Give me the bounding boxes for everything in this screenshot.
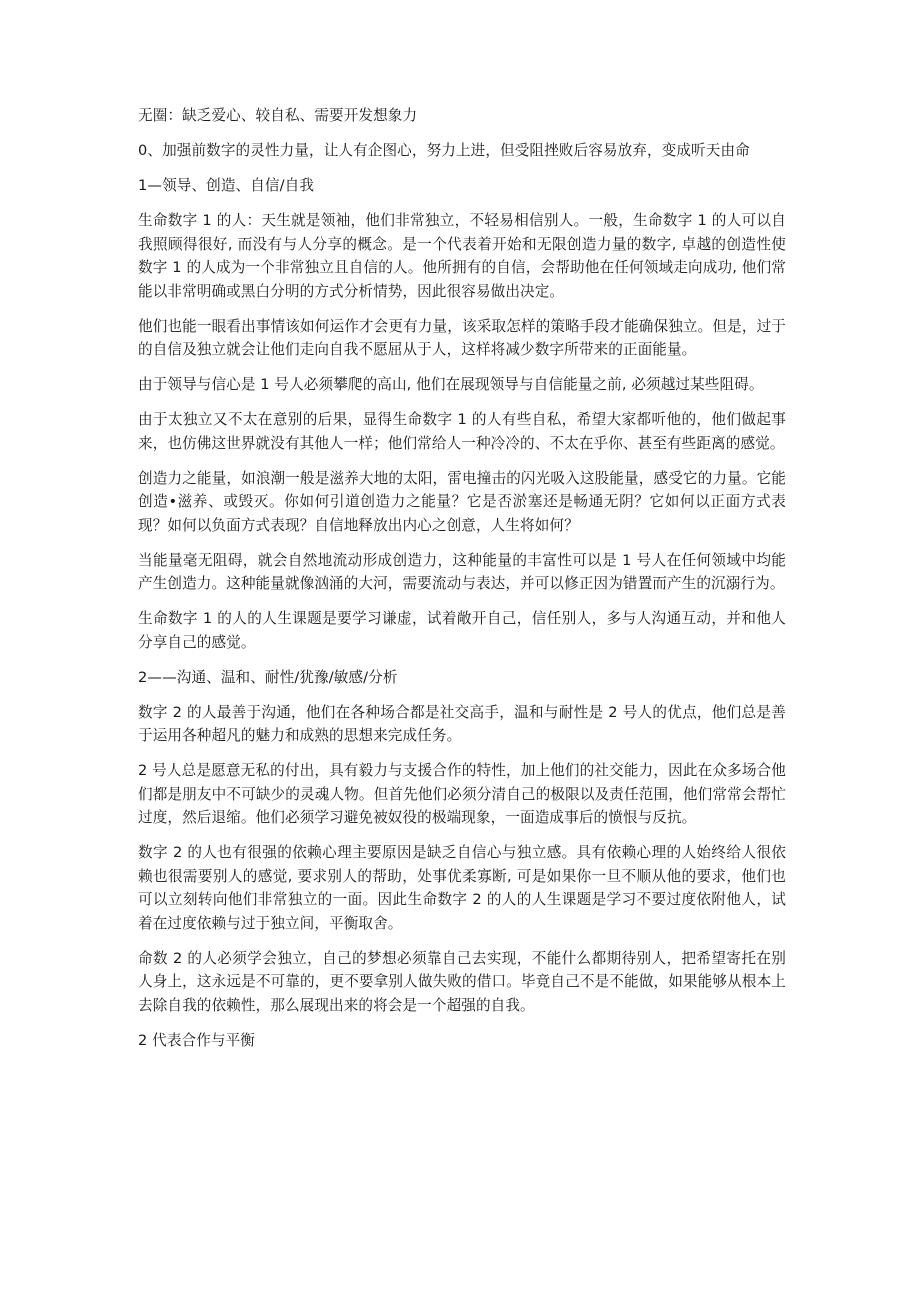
paragraph-zero: 0、加强前数字的灵性力量，让人有企图心，努力上进，但受阻挫败后容易放弃，变成听天由命	[138, 142, 750, 159]
paragraph: 由于太独立又不太在意别的后果，显得生命数字 1 的人有些自私，希望大家都听他的，他们做起事来，也仿佛这世界就没有其他人一样；他们常给人一种冷冷的、不太在乎你、甚至有些距离的感觉。	[138, 411, 786, 452]
paragraph: 生命数字 1 的人：天生就是领袖，他们非常独立，不轻易相信别人。一般，生命数字 1 的人可以自我照顾得很好, 而没有与人分享的概念。是一个代表着开始和无限创造力量的数字, 卓越的创造性使数字 1 的人成为一个非常独立且自信的人。他所拥有的自信，会帮助他在任何领域走向成功, 他们常能以非常明确或黑白分明的方式分析情势，因此很容易做出决定。	[138, 212, 786, 300]
paragraph: 他们也能一眼看出事情该如何运作才会更有力量，该采取怎样的策略手段才能确保独立。但是，过于的自信及独立就会让他们走向自我不愿屈从于人，这样将减少数字所带来的正面能量。	[138, 317, 786, 358]
paragraph-no-circle: 无圈：缺乏爱心、较自私、需要开发想象力	[138, 107, 418, 124]
document-body	[138, 104, 786, 1064]
paragraph: 由于领导与信心是 1 号人必须攀爬的高山, 他们在展现领导与自信能量之前, 必须越过某些阻碍。	[138, 376, 764, 393]
paragraph: 当能量毫无阻碍，就会自然地流动形成创造力，这种能量的丰富性可以是 1 号人在任何领域中均能产生创造力。这种能量就像汹涌的大河，需要流动与表达，并可以修正因为错置而产生的沉溺行为。	[138, 551, 786, 592]
paragraph: 生命数字 1 的人的人生课题是要学习谦虚，试着敞开自己，信任别人，多与人沟通互动，并和他人分享自己的感觉。	[138, 610, 786, 651]
paragraph: 命数 2 的人必须学会独立，自己的梦想必须靠自己去实现，不能什么都期待别人，把希望寄托在别人身上，这永远是不可靠的，更不要拿别人做失败的借口。毕竟自己不是不能做，如果能够从根本上去除自我的依赖性，那么展现出来的将会是一个超强的自我。	[138, 949, 786, 1014]
paragraph: 创造力之能量，如浪潮一般是滋养大地的太阳，雷电撞击的闪光吸入这股能量，感受它的力量。它能创造•滋养、或毁灭。你如何引道创造力之能量？它是否淤塞还是畅通无阴？它如何以正面方式表现？如何以负面方式表现？自信地释放出内心之创意，人生将如何？	[138, 469, 786, 534]
paragraph: 数字 2 的人也有很强的依赖心理主要原因是缺乏自信心与独立感。具有依赖心理的人始终给人很依赖也很需要别人的感觉, 要求别人的帮助，处事优柔寡断, 可是如果你一旦不顺从他的要求，他们也可以立刻转向他们非常独立的一面。因此生命数字 2 的人的人生课题是学习不要过度依附他人，试着在过度依赖与过于独立间，平衡取舍。	[138, 844, 786, 932]
paragraph-last: 2 代表合作与平衡	[138, 1031, 255, 1049]
heading-number-1: 1—领导、创造、自信/自我	[138, 177, 315, 194]
heading-number-2: 2——沟通、温和、耐性/犹豫/敏感/分析	[138, 668, 398, 686]
paragraph: 2 号人总是愿意无私的付出，具有毅力与支援合作的特性，加上他们的社交能力，因此在众多场合他们都是朋友中不可缺少的灵魂人物。但首先他们必须分清自己的极限以及责任范围，他们常常会帮忙过度，然后退缩。他们必须学习避免被奴役的极端现象，一面造成事后的愤恨与反抗。	[138, 762, 786, 826]
paragraph: 数字 2 的人最善于沟通，他们在各种场合都是社交高手，温和与耐性是 2 号人的优点，他们总是善于运用各种超凡的魅力和成熟的思想来完成任务。	[138, 703, 786, 744]
